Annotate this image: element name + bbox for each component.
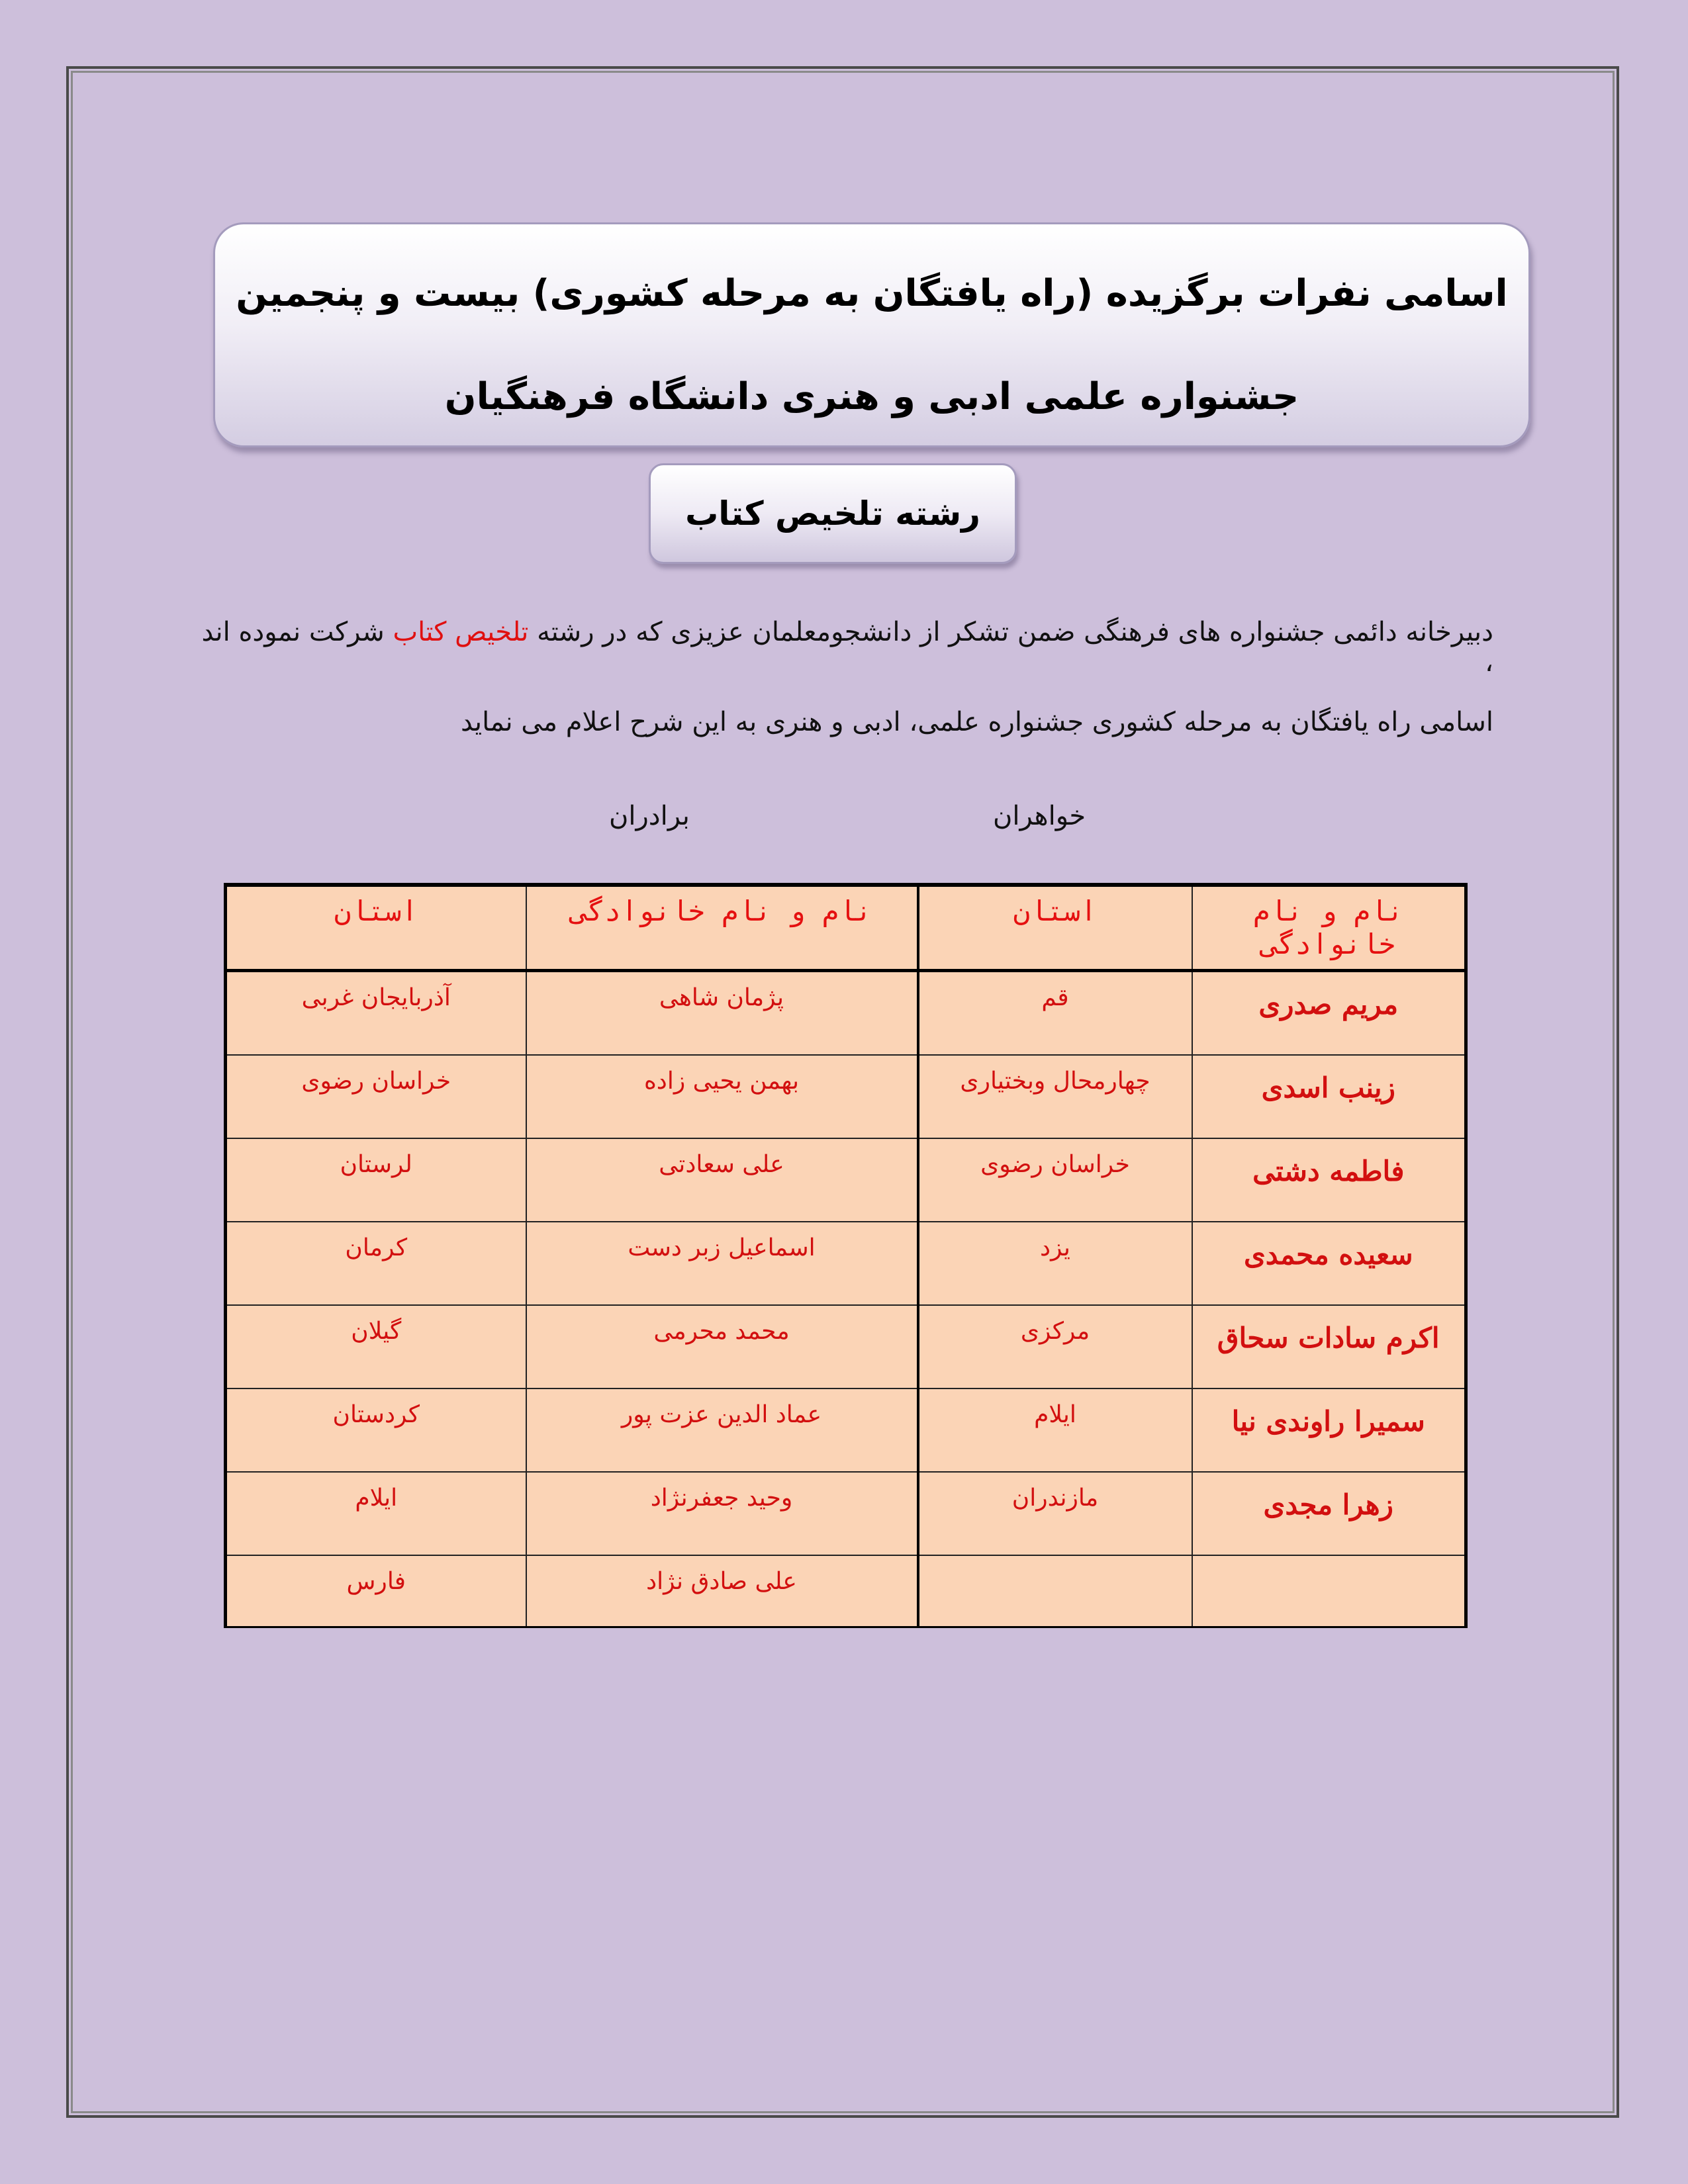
- sister-name-cell: زینب اسدی: [1192, 1055, 1466, 1138]
- sister-province-cell: [918, 1555, 1192, 1627]
- category-banner: رشته تلخیص کتاب: [649, 463, 1017, 564]
- sister-name-cell: فاطمه دشتی: [1192, 1138, 1466, 1222]
- brother-name-cell: پژمان شاهی: [526, 971, 918, 1056]
- sister-province-cell: یزد: [918, 1222, 1192, 1305]
- header-sister-province: استان: [918, 885, 1192, 971]
- sisters-label: خواهران: [993, 801, 1086, 831]
- brother-province-cell: فارس: [226, 1555, 526, 1627]
- sister-province-cell: خراسان رضوی: [918, 1138, 1192, 1222]
- brother-name-cell: اسماعیل زبر دست: [526, 1222, 918, 1305]
- sister-province-cell: ایلام: [918, 1388, 1192, 1472]
- table-row: [226, 1555, 1466, 1627]
- title-banner: [213, 222, 1530, 447]
- table-row: [226, 1138, 1466, 1222]
- table-row: [226, 1055, 1466, 1138]
- title-line-1: اسامی نفرات برگزیده (راه یافتگان به مرحله کشوری) بیست و پنجمین: [236, 272, 1508, 315]
- intro-text-start: دبیرخانه دائمی جشنواره های فرهنگی ضمن تشکر از دانشجومعلمان عزیزی که در رشته: [528, 617, 1493, 647]
- sister-name-cell: مریم صدری: [1192, 971, 1466, 1056]
- sister-province-cell: چهارمحال وبختیاری: [918, 1055, 1192, 1138]
- brothers-label: برادران: [609, 801, 690, 831]
- brother-name-cell: علی صادق نژاد: [526, 1555, 918, 1627]
- brother-name-cell: محمد محرمی: [526, 1305, 918, 1388]
- intro-category-highlight: تلخیص کتاب: [393, 617, 529, 647]
- header-sister-name: نام و نام خانوادگی: [1192, 885, 1466, 971]
- results-table: [224, 883, 1468, 1628]
- sister-name-cell: [1192, 1555, 1466, 1627]
- sister-name-cell: اکرم سادات سحاق: [1192, 1305, 1466, 1388]
- brother-province-cell: خراسان رضوی: [226, 1055, 526, 1138]
- brother-name-cell: عماد الدین عزت پور: [526, 1388, 918, 1472]
- table-row: [226, 1222, 1466, 1305]
- sister-name-cell: سعیده محمدی: [1192, 1222, 1466, 1305]
- table-row: [226, 1472, 1466, 1555]
- brother-province-cell: آذربایجان غربی: [226, 971, 526, 1056]
- sister-province-cell: مازندران: [918, 1472, 1192, 1555]
- table-row: [226, 1388, 1466, 1472]
- brother-province-cell: لرستان: [226, 1138, 526, 1222]
- intro-text-end: شرکت نموده اند ،: [201, 617, 1493, 678]
- table-row: [226, 1305, 1466, 1388]
- brother-name-cell: علی سعادتی: [526, 1138, 918, 1222]
- table-header-row: [226, 885, 1466, 971]
- sister-province-cell: مرکزی: [918, 1305, 1192, 1388]
- title-line-2: جشنواره علمی ادبی و هنری دانشگاه فرهنگیان: [444, 375, 1299, 418]
- brother-province-cell: ایلام: [226, 1472, 526, 1555]
- brother-name-cell: بهمن یحیی زاده: [526, 1055, 918, 1138]
- intro-line-2: اسامی راه یافتگان به مرحله کشوری جشنواره علمی، ادبی و هنری به این شرح اعلام می نماید: [461, 707, 1493, 737]
- brother-province-cell: گیلان: [226, 1305, 526, 1388]
- sister-name-cell: سمیرا راوندی نیا: [1192, 1388, 1466, 1472]
- sister-name-cell: زهرا مجدی: [1192, 1472, 1466, 1555]
- sister-province-cell: قم: [918, 971, 1192, 1056]
- table-row: [226, 971, 1466, 1056]
- brother-name-cell: وحید جعفرنژاد: [526, 1472, 918, 1555]
- brother-province-cell: کرمان: [226, 1222, 526, 1305]
- header-brother-province: استان: [226, 885, 526, 971]
- intro-line-1: [196, 617, 1493, 678]
- header-brother-name: نام و نام خانوادگی: [526, 885, 918, 971]
- brother-province-cell: کردستان: [226, 1388, 526, 1472]
